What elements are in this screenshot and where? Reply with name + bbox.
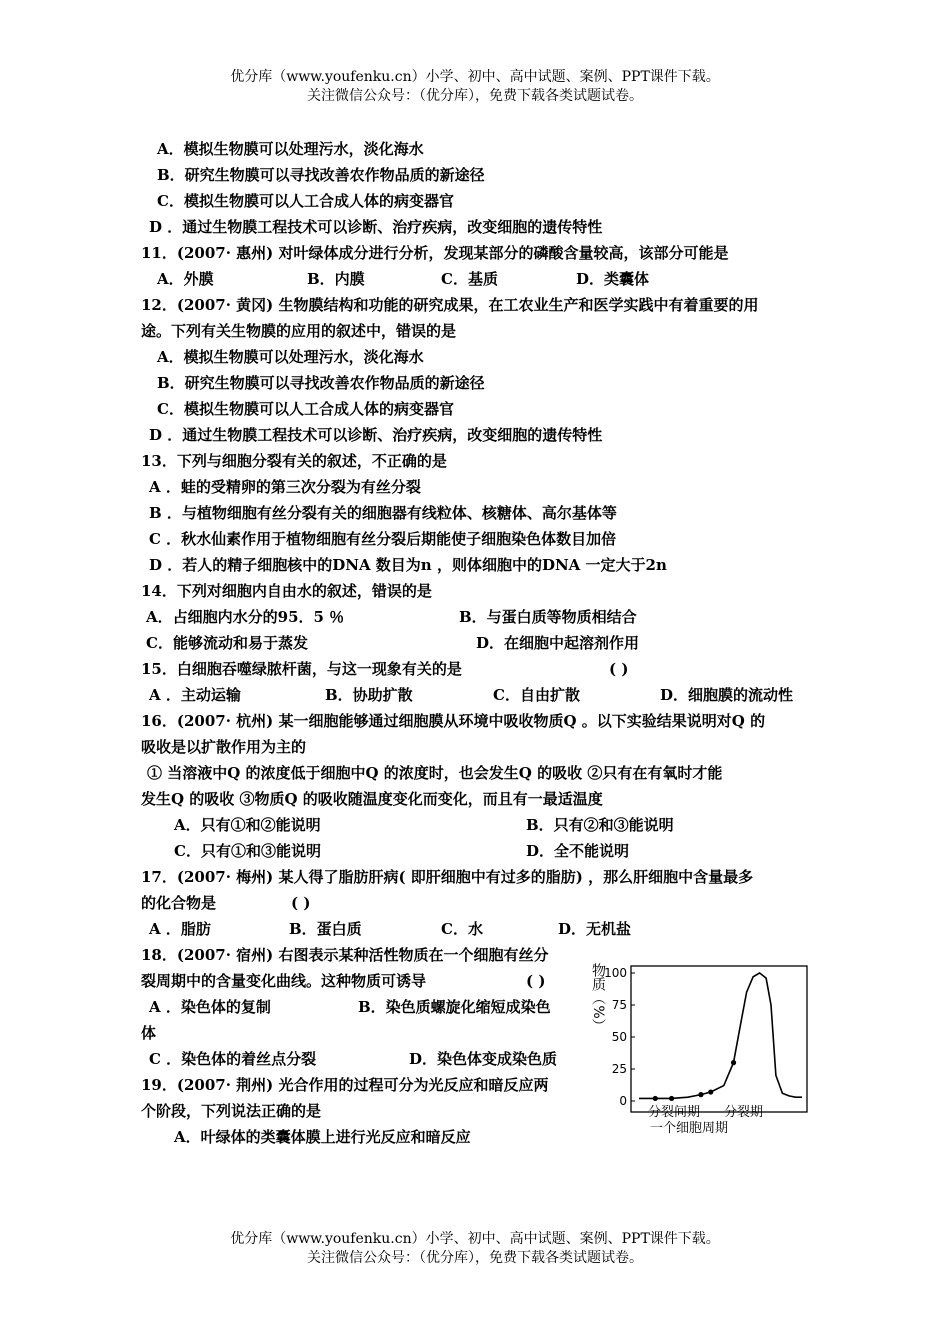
- q19-stem-line-1: 19．(2007· 荆州) 光合作用的过程可分为光反应和暗反应两: [141, 1076, 549, 1094]
- q13-stem: 13．下列与细胞分裂有关的叙述，不正确的是: [141, 452, 447, 470]
- q14-option-c: C．能够流动和易于蒸发: [146, 634, 308, 652]
- q18-option-c: C ．染色体的着丝点分裂: [149, 1050, 317, 1068]
- q15-stem: 15．白细胞吞噬绿脓杆菌，与这一现象有关的是: [141, 660, 462, 678]
- q13-option-c: C ．秋水仙素作用于植物细胞有丝分裂后期能使子细胞染色体数目加倍: [149, 530, 617, 548]
- q18-option-d: D．染色体变成染色质: [409, 1050, 558, 1068]
- y-axis-label: 物质（%）: [590, 963, 606, 1033]
- q18-answer-paren: ( ): [526, 972, 546, 990]
- q17-option-c: C．水: [441, 920, 483, 938]
- q12-stem-line-1: 12．(2007· 黄冈) 生物膜结构和功能的研究成果，在工农业生产和医学实践中有着重要的用: [141, 296, 759, 314]
- q17-option-b: B．蛋白质: [289, 920, 362, 938]
- q10-option-b: B．研究生物膜可以寻找改善农作物品质的新途径: [157, 166, 485, 184]
- q13-option-d: D ．若人的精子细胞核中的DNA 数目为n ，则体细胞中的DNA 一定大于2n: [149, 556, 667, 574]
- q19-option-a: A．叶绿体的类囊体膜上进行光反应和暗反应: [174, 1128, 471, 1146]
- q16-option-d: D．全不能说明: [526, 842, 630, 860]
- q18-stem-line-1: 18．(2007· 宿州) 右图表示某种活性物质在一个细胞有丝分: [141, 946, 549, 964]
- q16-statement-line-2: 发生Q 的吸收 ③物质Q 的吸收随温度变化而变化，而且有一最适温度: [141, 790, 603, 808]
- page-header: [0, 68, 950, 106]
- q15-answer-paren: ( ): [609, 660, 629, 678]
- data-point: [669, 1096, 674, 1101]
- y-tick-label: 25: [611, 1062, 627, 1076]
- q16-stem-line-1: 16．(2007· 杭州) 某一细胞能够通过细胞膜从环境中吸收物质Q 。以下实验结果说明对Q 的: [141, 712, 766, 730]
- q18-stem-line-2: 裂周期中的含量变化曲线。这种物质可诱导: [141, 972, 427, 990]
- data-series-line: [639, 973, 802, 1098]
- activity-curve-chart: [584, 958, 814, 1138]
- q11-option-b: B．内膜: [307, 270, 365, 288]
- data-point: [708, 1089, 713, 1094]
- q16-option-b: B．只有②和③能说明: [526, 816, 674, 834]
- q12-option-b: B．研究生物膜可以寻找改善农作物品质的新途径: [157, 374, 485, 392]
- data-point: [653, 1096, 658, 1101]
- q11-stem: 11．(2007· 惠州) 对叶绿体成分进行分析，发现某部分的磷酸含量较高，该部分可能是: [141, 244, 729, 262]
- q19-stem-line-2: 个阶段，下列说法正确的是: [141, 1102, 322, 1120]
- x-phase-label-mitosis: 分裂期: [724, 1105, 764, 1120]
- q17-stem-line-2: 的化合物是: [141, 894, 217, 912]
- y-tick-label: 100: [604, 966, 627, 980]
- q17-option-a: A ．脂肪: [149, 920, 211, 938]
- footer-line-1: 优分库（www.youfenku.cn）小学、初中、高中试题、案例、PPT课件下载。: [230, 1231, 720, 1247]
- footer-line-2: 关注微信公众号：（优分库），免费下载各类试题试卷。: [307, 1250, 643, 1266]
- q17-answer-paren: ( ): [291, 894, 311, 912]
- y-tick-label: 50: [611, 1030, 627, 1044]
- header-line-2: 关注微信公众号：（优分库），免费下载各类试题试卷。: [307, 88, 643, 104]
- q15-option-c: C．自由扩散: [493, 686, 580, 704]
- q13-option-a: A ．蛙的受精卵的第三次分裂为有丝分裂: [149, 478, 421, 496]
- y-tick-label: 75: [611, 998, 627, 1012]
- data-point: [698, 1092, 703, 1097]
- q15-option-a: A ．主动运输: [149, 686, 241, 704]
- q15-option-b: B．协助扩散: [325, 686, 413, 704]
- q15-option-d: D．细胞膜的流动性: [660, 686, 794, 704]
- header-line-1: 优分库（www.youfenku.cn）小学、初中、高中试题、案例、PPT课件下载。: [230, 69, 720, 85]
- q18-option-b-continued: 体: [141, 1024, 157, 1042]
- q14-option-d: D．在细胞中起溶剂作用: [476, 634, 640, 652]
- x-phase-label-interphase: 分裂间期: [648, 1105, 701, 1120]
- q12-option-d: D ．通过生物膜工程技术可以诊断、治疗疾病，改变细胞的遗传特性: [149, 426, 603, 444]
- q10-option-d: D ．通过生物膜工程技术可以诊断、治疗疾病，改变细胞的遗传特性: [149, 218, 603, 236]
- q11-option-d: D．类囊体: [576, 270, 650, 288]
- q18-option-b: B．染色质螺旋化缩短成染色: [358, 998, 551, 1016]
- q10-option-a: A．模拟生物膜可以处理污水，淡化海水: [157, 140, 424, 158]
- y-tick-label: 0: [619, 1094, 627, 1108]
- q11-option-c: C．基质: [441, 270, 498, 288]
- q12-stem-line-2: 途。下列有关生物膜的应用的叙述中，错误的是: [141, 322, 457, 340]
- page-footer: [0, 1230, 950, 1268]
- q14-option-b: B．与蛋白质等物质相结合: [459, 608, 637, 626]
- q13-option-b: B ．与植物细胞有丝分裂有关的细胞器有线粒体、核糖体、高尔基体等: [149, 504, 617, 522]
- q11-option-a: A．外膜: [157, 270, 214, 288]
- q18-option-a: A ．染色体的复制: [149, 998, 271, 1016]
- q17-stem-line-1: 17．(2007· 梅州) 某人得了脂肪肝病( 即肝细胞中有过多的脂肪) ，那么肝细胞中含量最多: [141, 868, 754, 886]
- x-axis-label: 一个细胞周期: [650, 1121, 729, 1136]
- q16-option-a: A．只有①和②能说明: [174, 816, 321, 834]
- data-point: [731, 1060, 736, 1065]
- q17-option-d: D．无机盐: [558, 920, 632, 938]
- q16-option-c: C．只有①和③能说明: [174, 842, 321, 860]
- q12-option-c: C．模拟生物膜可以人工合成人体的病变器官: [157, 400, 454, 418]
- q14-stem: 14．下列对细胞内自由水的叙述，错误的是: [141, 582, 432, 600]
- q16-stem-line-2: 吸收是以扩散作用为主的: [141, 738, 307, 756]
- q10-option-c: C．模拟生物膜可以人工合成人体的病变器官: [157, 192, 454, 210]
- q12-option-a: A．模拟生物膜可以处理污水，淡化海水: [157, 348, 424, 366]
- q14-option-a: A．占细胞内水分的95．5 ％: [146, 608, 345, 626]
- q16-statement-line-1: ① 当溶液中Q 的浓度低于细胞中Q 的浓度时，也会发生Q 的吸收 ②只有在有氧时才能: [147, 764, 723, 782]
